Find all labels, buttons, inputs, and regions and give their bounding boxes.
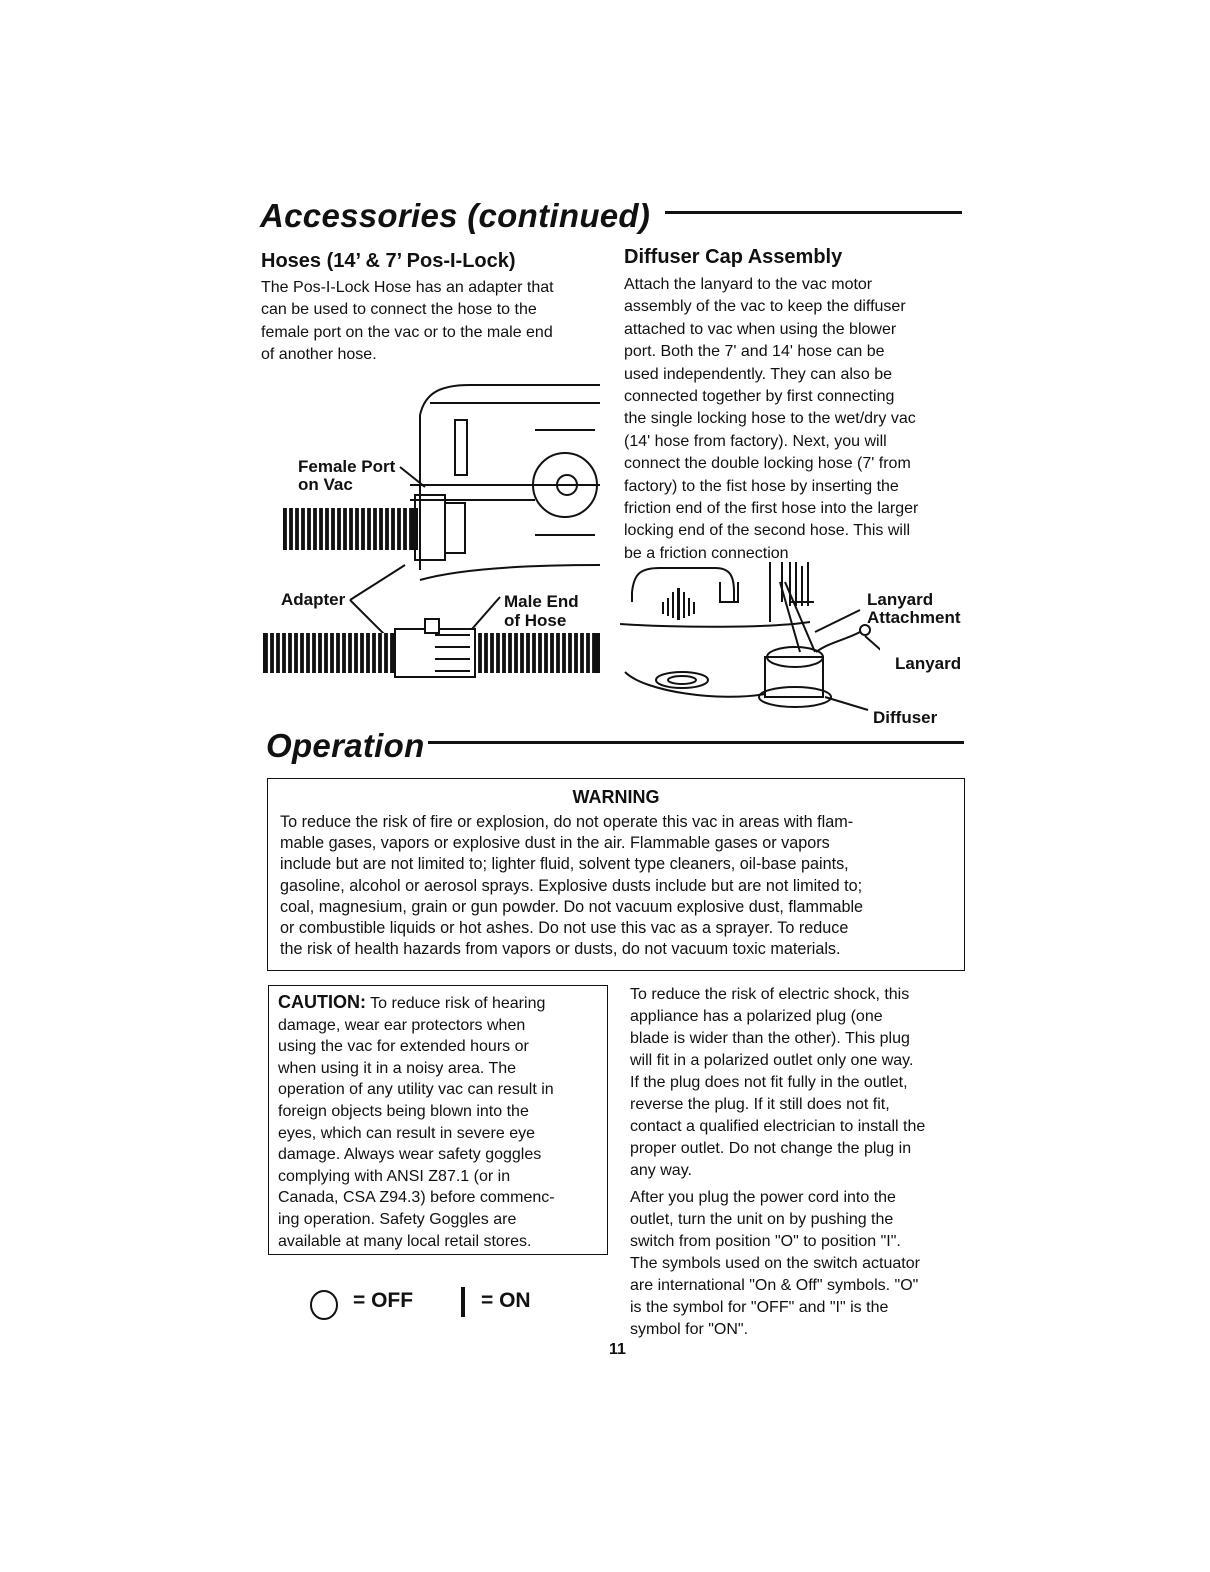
operation-title-rule (428, 741, 964, 744)
text-line: the risk of health hazards from vapors or dusts, do not vacuum toxic materials. (280, 940, 841, 959)
label-male-end: Male End (504, 592, 579, 611)
text-line: The Pos-I-Lock Hose has an adapter that (261, 279, 554, 296)
label-lanyard-attachment-2: Attachment (867, 608, 961, 627)
text-line: eyes, which can result in severe eye (278, 1124, 536, 1142)
text-line: available at many local retail stores. (278, 1232, 532, 1250)
text-line: port. Both the 7' and 14' hose can be (624, 343, 885, 361)
diffuser-description (624, 274, 974, 565)
label-female-port: Female Port (298, 457, 396, 476)
accessories-title-rule (665, 211, 962, 214)
text-line: connect the double locking hose (7' from (624, 455, 911, 473)
text-line: blade is wider than the other). This plug (630, 1030, 910, 1047)
warning-title: WARNING (572, 787, 660, 807)
warning-box (267, 778, 965, 971)
label-diffuser: Diffuser (873, 708, 938, 727)
label-lanyard: Lanyard (895, 654, 962, 673)
caution-box (268, 985, 608, 1255)
text-line: attached to vac when using the blower (624, 320, 897, 338)
label-of-hose: of Hose (504, 611, 567, 630)
label-lanyard-attachment-1: Lanyard (867, 590, 934, 609)
text-line: friction end of the first hose into the larger (624, 500, 919, 518)
text-line: reverse the plug. If it still does not fit, (630, 1096, 890, 1113)
diffuser-cap-diagram (620, 562, 880, 722)
text-line: appliance has a polarized plug (one (630, 1008, 883, 1025)
diffuser-heading: Diffuser Cap Assembly (624, 246, 843, 268)
text-line: Attach the lanyard to the vac motor (624, 276, 873, 293)
electric-shock-text (630, 984, 975, 1341)
operation-title: Operation (266, 727, 425, 764)
text-line: connected together by first connecting (624, 388, 895, 406)
text-line: will fit in a polarized outlet only one way. (630, 1052, 914, 1069)
text-line: proper outlet. Do not change the plug in (630, 1140, 912, 1157)
text-line: complying with ANSI Z87.1 (or in (278, 1167, 511, 1185)
text-line: ing operation. Safety Goggles are (278, 1210, 517, 1228)
text-line: gasoline, alcohol or aerosol sprays. Explosive dusts include but are not limited to; (280, 876, 863, 895)
text-line: assembly of the vac to keep the diffuser (624, 298, 906, 316)
text-line: damage, wear ear protectors when (278, 1016, 526, 1034)
text-line: symbol for "ON". (630, 1321, 749, 1338)
text-line: contact a qualified electrician to install the (630, 1118, 926, 1135)
text-line: the single locking hose to the wet/dry vac (624, 410, 916, 428)
text-line: used independently. They can also be (624, 365, 893, 383)
text-line: of another hose. (261, 346, 377, 364)
upper-hose-ribs (283, 508, 418, 550)
text-line: The symbols used on the switch actuator (630, 1255, 920, 1272)
caution-text (278, 992, 608, 1252)
text-line: any way. (630, 1162, 692, 1179)
text-line: outlet, turn the unit on by pushing the (630, 1211, 894, 1228)
text-line: If the plug does not fit fully in the outlet, (630, 1074, 908, 1091)
on-symbol-text: = ON (481, 1289, 531, 1312)
accessories-title: Accessories (continued) (260, 197, 651, 234)
text-line: coal, magnesium, grain or gun powder. Do not vacuum explosive dust, flammable (280, 897, 864, 916)
text-line: are international "On & Off" symbols. "O" (630, 1277, 919, 1294)
caution-first-line (278, 992, 608, 1015)
caution-label: CAUTION: (278, 992, 366, 1012)
text-line: damage. Always wear safety goggles (278, 1146, 542, 1164)
warning-text (280, 812, 964, 960)
page-number: 11 (609, 1341, 626, 1358)
off-symbol-icon (309, 1289, 339, 1321)
text-line: using the vac for extended hours or (278, 1038, 529, 1056)
text-line: is the symbol for "OFF" and "I" is the (630, 1299, 889, 1316)
label-on-vac: on Vac (298, 475, 353, 494)
text-line: include but are not limited to; lighter fluid, solvent type cleaners, oil-base paints, (280, 855, 849, 874)
text-line: locking end of the second hose. This will (624, 522, 911, 540)
hoses-description (261, 277, 611, 367)
hoses-heading: Hoses (14’ & 7’ Pos-I-Lock) (261, 250, 516, 272)
text-line: when using it in a noisy area. The (278, 1059, 517, 1077)
text-line: To reduce the risk of electric shock, this (630, 986, 910, 1003)
text-line: female port on the vac or to the male end (261, 323, 553, 341)
text-line: can be used to connect the hose to the (261, 301, 537, 319)
caution-first-line-rest: To reduce risk of hearing (366, 995, 546, 1012)
text-line: or combustible liquids or hot ashes. Do not use this vac as a sprayer. To reduce (280, 919, 849, 938)
text-line: factory) to the fist hose by inserting the (624, 477, 899, 495)
hose-adapter-diagram (255, 375, 605, 685)
text-line: be a friction connection (624, 544, 789, 562)
text-line: operation of any utility vac can result in (278, 1081, 554, 1099)
text-line: To reduce the risk of fire or explosion, do not operate this vac in areas with flam- (280, 813, 854, 831)
text-line: (14' hose from factory). Next, you will (624, 432, 887, 450)
text-line: mable gases, vapors or explosive dust in the air. Flammable gases or vapors (280, 834, 830, 853)
text-line: switch from position "O" to position "I". (630, 1233, 901, 1250)
text-line: Canada, CSA Z94.3) before commenc- (278, 1189, 555, 1207)
text-line: foreign objects being blown into the (278, 1102, 529, 1120)
text-line: After you plug the power cord into the (630, 1189, 896, 1206)
on-symbol-icon (461, 1287, 465, 1317)
label-adapter: Adapter (281, 590, 346, 609)
off-symbol-text: = OFF (353, 1289, 414, 1312)
